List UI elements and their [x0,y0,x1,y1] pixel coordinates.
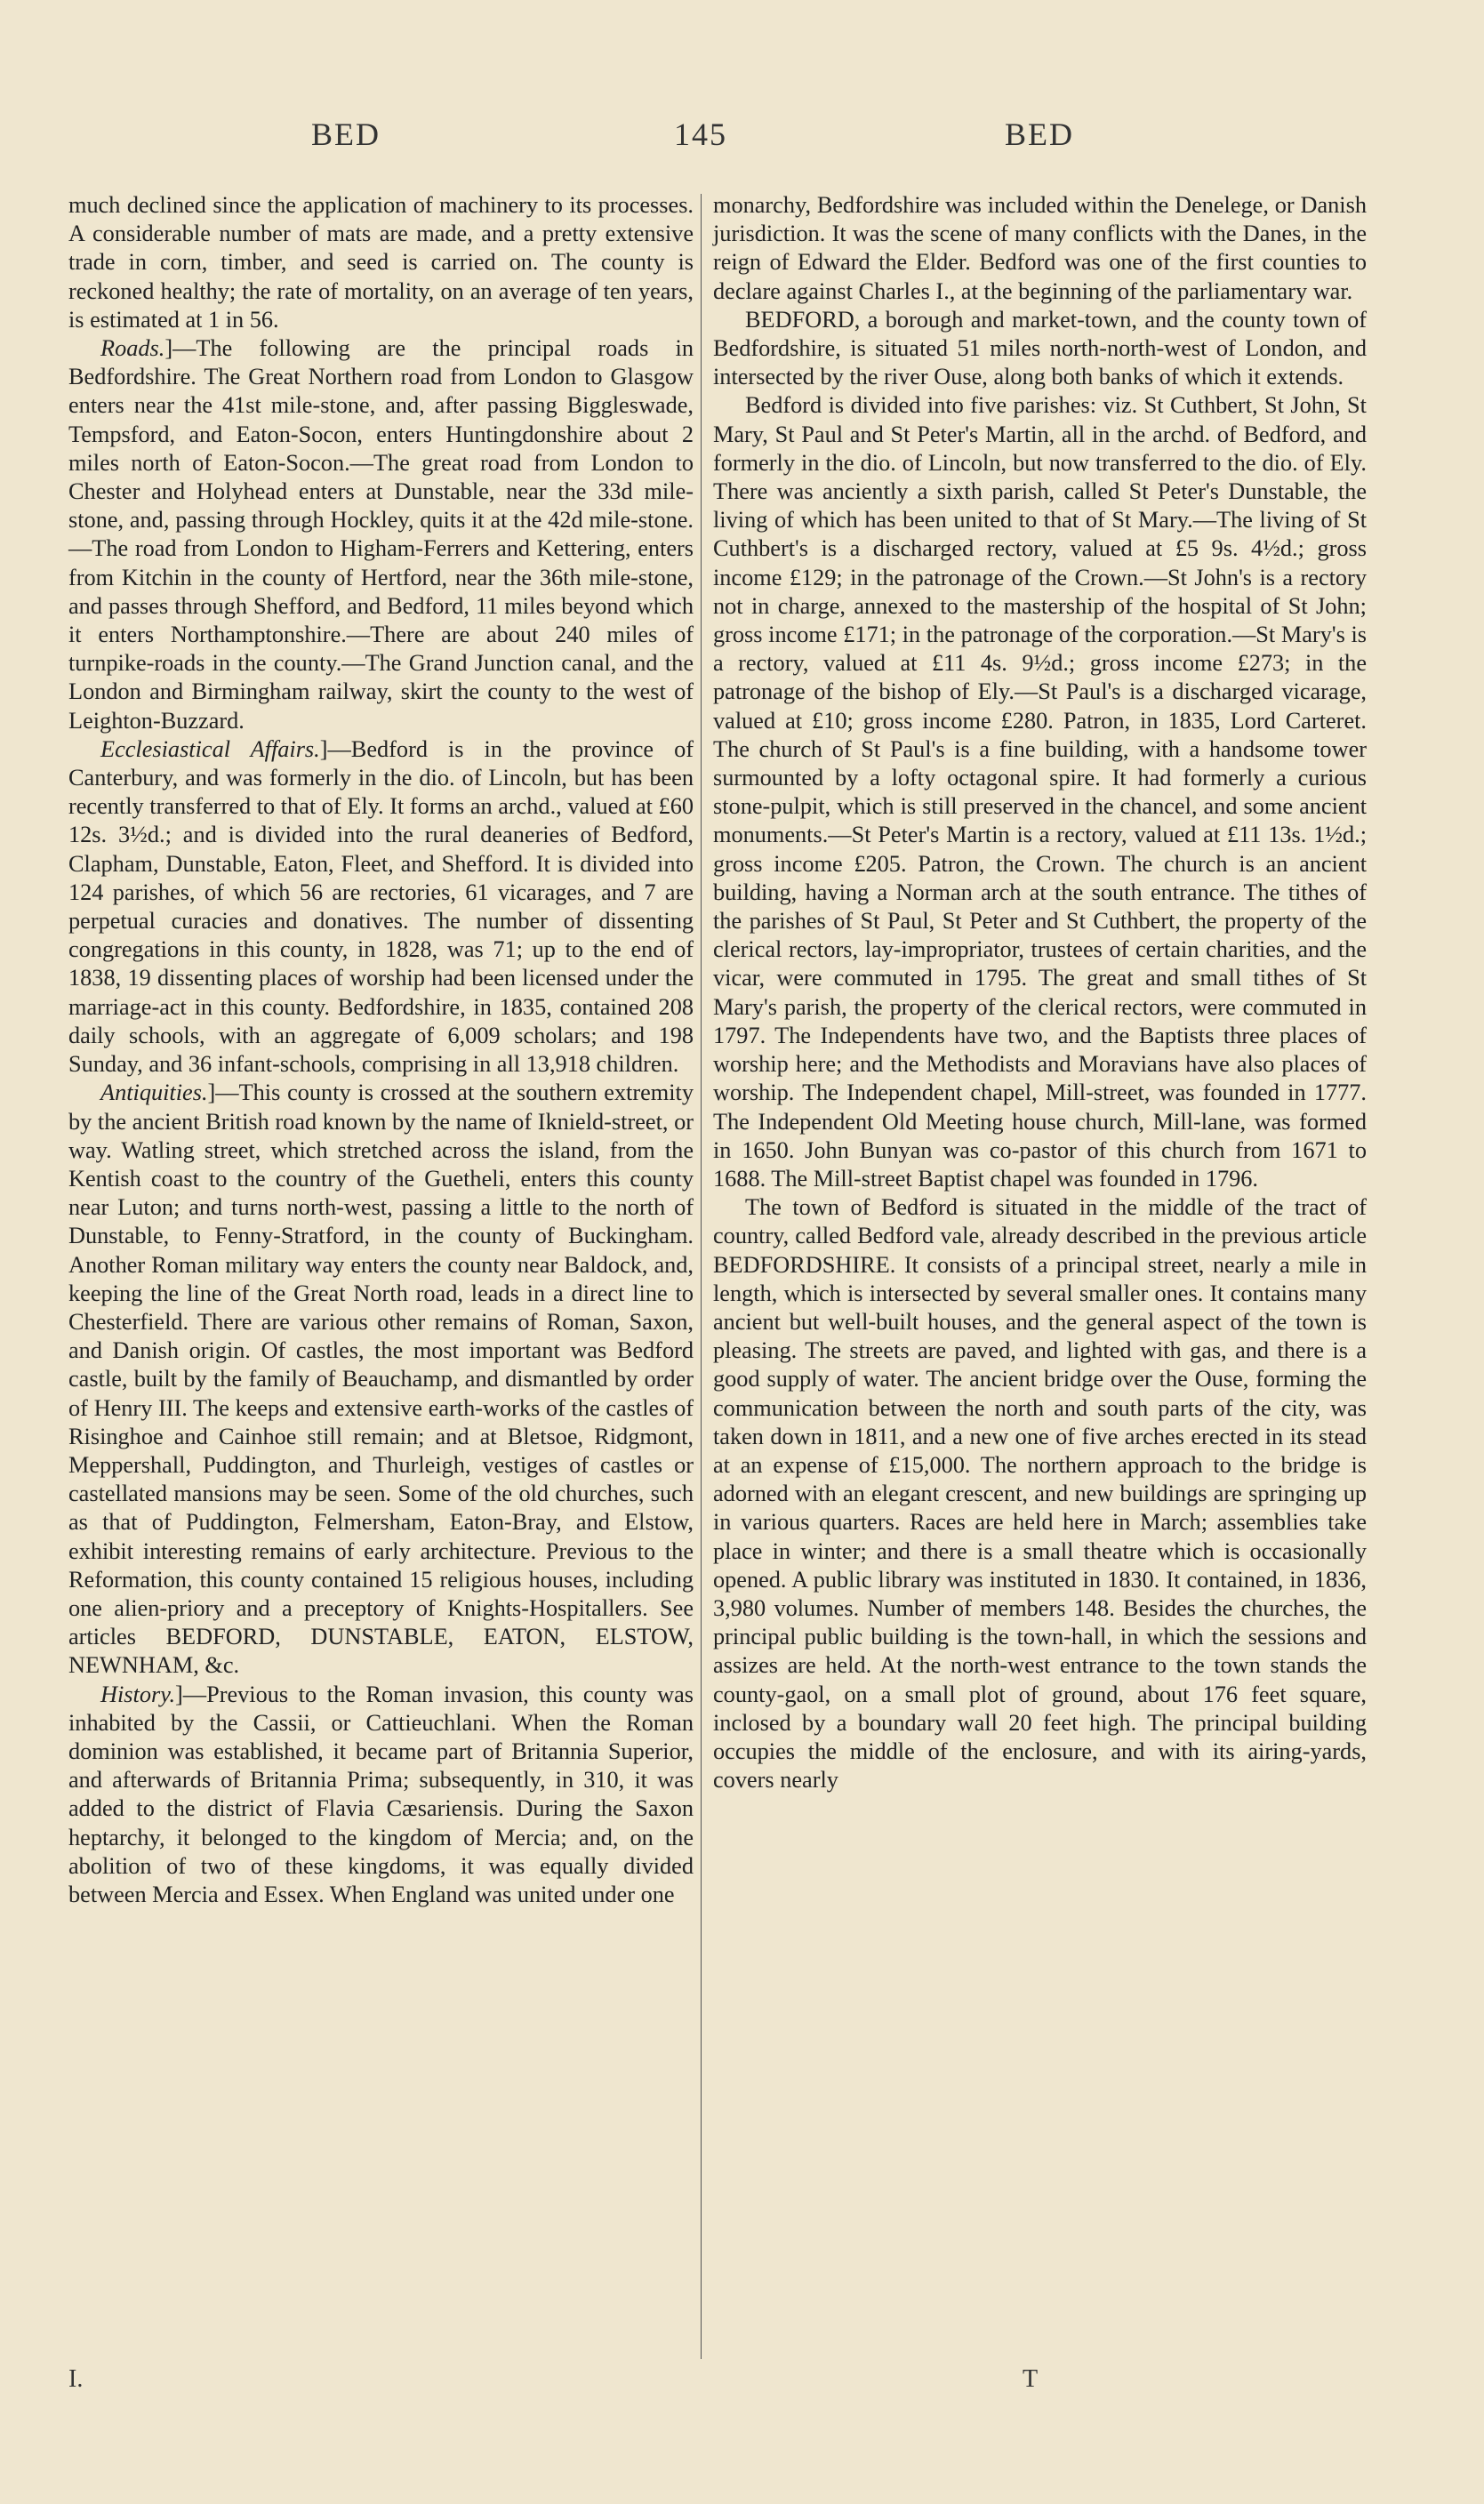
paragraph-text: BEDFORD, a borough and market-town, and the county town of Bedfordshire, is situated 51 miles north-north-west of London, and intersected by the river Ouse, along both banks of which it extends. [713,306,1367,390]
paragraph-text: ]—Bedford is in the province of Canterbury, and was formerly in the dio. of Lincoln, but has been recently transferred to that of Ely. It forms an archd., valued at £60 12s. 3½d.; and is divided into the rural deaneries of Bedford, Clapham, Dunstable, Eaton, Fleet, and Shefford. It is divided into 124 parishes, of which 56 are rectories, 61 vicarages, and 7 are perpetual curacies and donatives. The number of dissenting congregations in this county, in 1828, was 71; up to the end of 1838, 19 dissenting places of worship had been licensed under the marriage-act in this county. Bedfordshire, in 1835, contained 208 daily schools, with an aggregate of 6,009 scholars; and 198 Sunday, and 36 infant-schools, comprising in all 13,918 children. [68,735,694,1078]
section-heading: Ecclesiastical Affairs. [100,735,320,762]
header-left-word: BED [311,116,381,152]
paragraph [713,1193,1367,1794]
paragraph-text: Bedford is divided into five parishes: viz. St Cuthbert, St John, St Mary, St Paul and St Peter's Martin, all in the archd. of Bedford, and formerly in the dio. of Lincoln, but now transferred to the dio. of Ely. There was anciently a sixth parish, called St Peter's Dunstable, the living of which has been united to that of St Mary.—The living of St Cuthbert's is a discharged rectory, valued at £5 9s. 4½d.; gross income £129; in the patronage of the Crown.—St John's is a rectory not in charge, annexed to the mastership of the hospital of St John; gross income £171; in the patronage of the corporation.—St Mary's is a rectory, valued at £11 4s. 9½d.; gross income £273; in the patronage of the bishop of Ely.—St Paul's is a discharged vicarage, valued at £10; gross income £280. Patron, in 1835, Lord Carteret. The church of St Paul's is a fine building, with a handsome tower surmounted by a lofty octagonal spire. It had formerly a curious stone-pulpit, which is still preserved in the chancel, and some ancient monuments.—St Peter's Martin is a rectory, valued at £11 13s. 1½d.; gross income £205. Patron, the Crown. The church is an ancient building, having a Norman arch at the south entrance. The tithes of the parishes of St Paul, St Peter and St Cuthbert, the property of the clerical rectors, lay-impropriator, trustees of certain charities, and the vicar, were commuted in 1795. The great and small tithes of St Mary's parish, the property of the clerical rectors, were commuted in 1797. The Independents have two, and the Baptists three places of worship here; and the Methodists and Moravians have also places of worship. The Independent chapel, Mill-street, was founded in 1777. The Independent Old Meeting house church, Mill-lane, was formed in 1650. John Bunyan was co-pastor of this church from 1671 to 1688. The Mill-street Baptist chapel was founded in 1796. [713,392,1367,1192]
right-column [713,191,1367,1794]
paragraph-text: ]—The following are the principal roads in Bedfordshire. The Great Northern road from London to Glasgow enters near the 41st mile-stone, and, after passing Biggleswade, Tempsford, and Eaton-Socon, enters Huntingdonshire about 2 miles north of Eaton-Socon.—The great road from London to Chester and Holyhead enters at Dunstable, near the 33d mile-stone, and, passing through Hockley, quits it at the 42d mile-stone.—The road from London to Higham-Ferrers and Kettering, enters from Kitchin in the county of Hertford, near the 36th mile-stone, and passes through Shefford, and Bedford, 11 miles beyond which it enters Northamptonshire.—There are about 240 miles of turnpike-roads in the county.—The Grand Junction canal, and the London and Birmingham railway, skirt the county to the west of Leighton-Buzzard. [68,335,694,734]
running-header [0,116,1484,169]
page-number: 145 [674,116,727,152]
paragraph [68,334,694,735]
paragraph-text: monarchy, Bedfordshire was included within the Denelege, or Danish jurisdiction. It was the scene of many conflicts with the Danes, in the reign of Edward the Elder. Bedford was one of the first counties to declare against Charles I., at the beginning of the parliamentary war. [713,192,1367,304]
paragraph [68,735,694,1079]
paragraph-text: much declined since the application of machinery to its processes. A considerable number of mats are made, and a pretty extensive trade in corn, timber, and seed is carried on. The county is reckoned healthy; the rate of mortality, on an average of ten years, is estimated at 1 in 56. [68,192,694,333]
section-heading: Antiquities. [100,1079,208,1106]
paragraph [713,391,1367,1193]
paragraph-text: The town of Bedford is situated in the middle of the tract of country, called Bedford vale, already described in the previous article BEDFORDSHIRE. It consists of a principal street, nearly a mile in length, which is intersected by several smaller ones. It contains many ancient but well-built houses, and the general aspect of the town is pleasing. The streets are paved, and lighted with gas, and there is a good supply of water. The ancient bridge over the Ouse, forming the communication between the north and south parts of the city, was taken down in 1811, and a new one of five arches erected in its stead at an expense of £15,000. The northern approach to the bridge is adorned with an elegant crescent, and new buildings are springing up in various quarters. Races are held here in March; assemblies take place in winter; and there is a small theatre which is occasionally opened. A public library was instituted in 1830. It contained, in 1836, 3,980 volumes. Number of members 148. Besides the churches, the principal public building is the town-hall, in which the sessions and assizes are held. At the north-west entrance to the town stands the county-gaol, on a small plot of ground, about 176 feet square, inclosed by a boundary wall 20 feet high. The principal building occupies the middle of the enclosure, and with its airing-yards, covers nearly [713,1194,1367,1794]
section-heading: History. [100,1681,176,1707]
paragraph [713,306,1367,392]
paragraph [68,191,694,334]
paragraph-text: ]—Previous to the Roman invasion, this county was inhabited by the Cassii, or Cattieuchlani. When the Roman dominion was established, it became part of Britannia Superior, and afterwards of Britannia Prima; subsequently, in 310, it was added to the district of Flavia Cæsariensis. During the Saxon heptarchy, it belonged to the kingdom of Mercia; and, on the abolition of two of these kingdoms, it was equally divided between Mercia and Essex. When England was united under one [68,1681,694,1907]
paragraph [68,1681,694,1910]
signature-mark-left: I. [68,2365,84,2393]
signature-mark-right: T [1023,2365,1039,2393]
column-divider [701,194,702,2359]
section-heading: Roads. [100,335,165,362]
paragraph [713,191,1367,306]
left-column [68,191,694,1909]
paragraph [68,1079,694,1680]
header-right-word: BED [1005,116,1074,152]
paragraph-text: ]—This county is crossed at the southern extremity by the ancient British road known by the name of Iknield-street, or way. Watling street, which stretched across the island, from the Kentish coast to the country of the Guetheli, enters this county near Luton; and turns north-west, passing a little to the north of Dunstable, to Fenny-Stratford, in the county of Buckingham. Another Roman military way enters the county near Baldock, and, keeping the line of the Great North road, leads in a direct line to Chesterfield. There are various other remains of Roman, Saxon, and Danish origin. Of castles, the most important was Bedford castle, built by the family of Beauchamp, and dismantled by order of Henry III. The keeps and extensive earth-works of the castles of Risinghoe and Cainhoe still remain; and at Bletsoe, Ridgmont, Meppershall, Puddington, and Thurleigh, vestiges of castles or castellated mansions may be seen. Some of the old churches, such as that of Puddington, Felmersham, Eaton-Bray, and Elstow, exhibit interesting remains of early architecture. Previous to the Reformation, this county contained 15 religious houses, including one alien-priory and a preceptory of Knights-Hospitallers. See articles BEDFORD, DUNSTABLE, EATON, ELSTOW, NEWNHAM, &c. [68,1079,694,1679]
